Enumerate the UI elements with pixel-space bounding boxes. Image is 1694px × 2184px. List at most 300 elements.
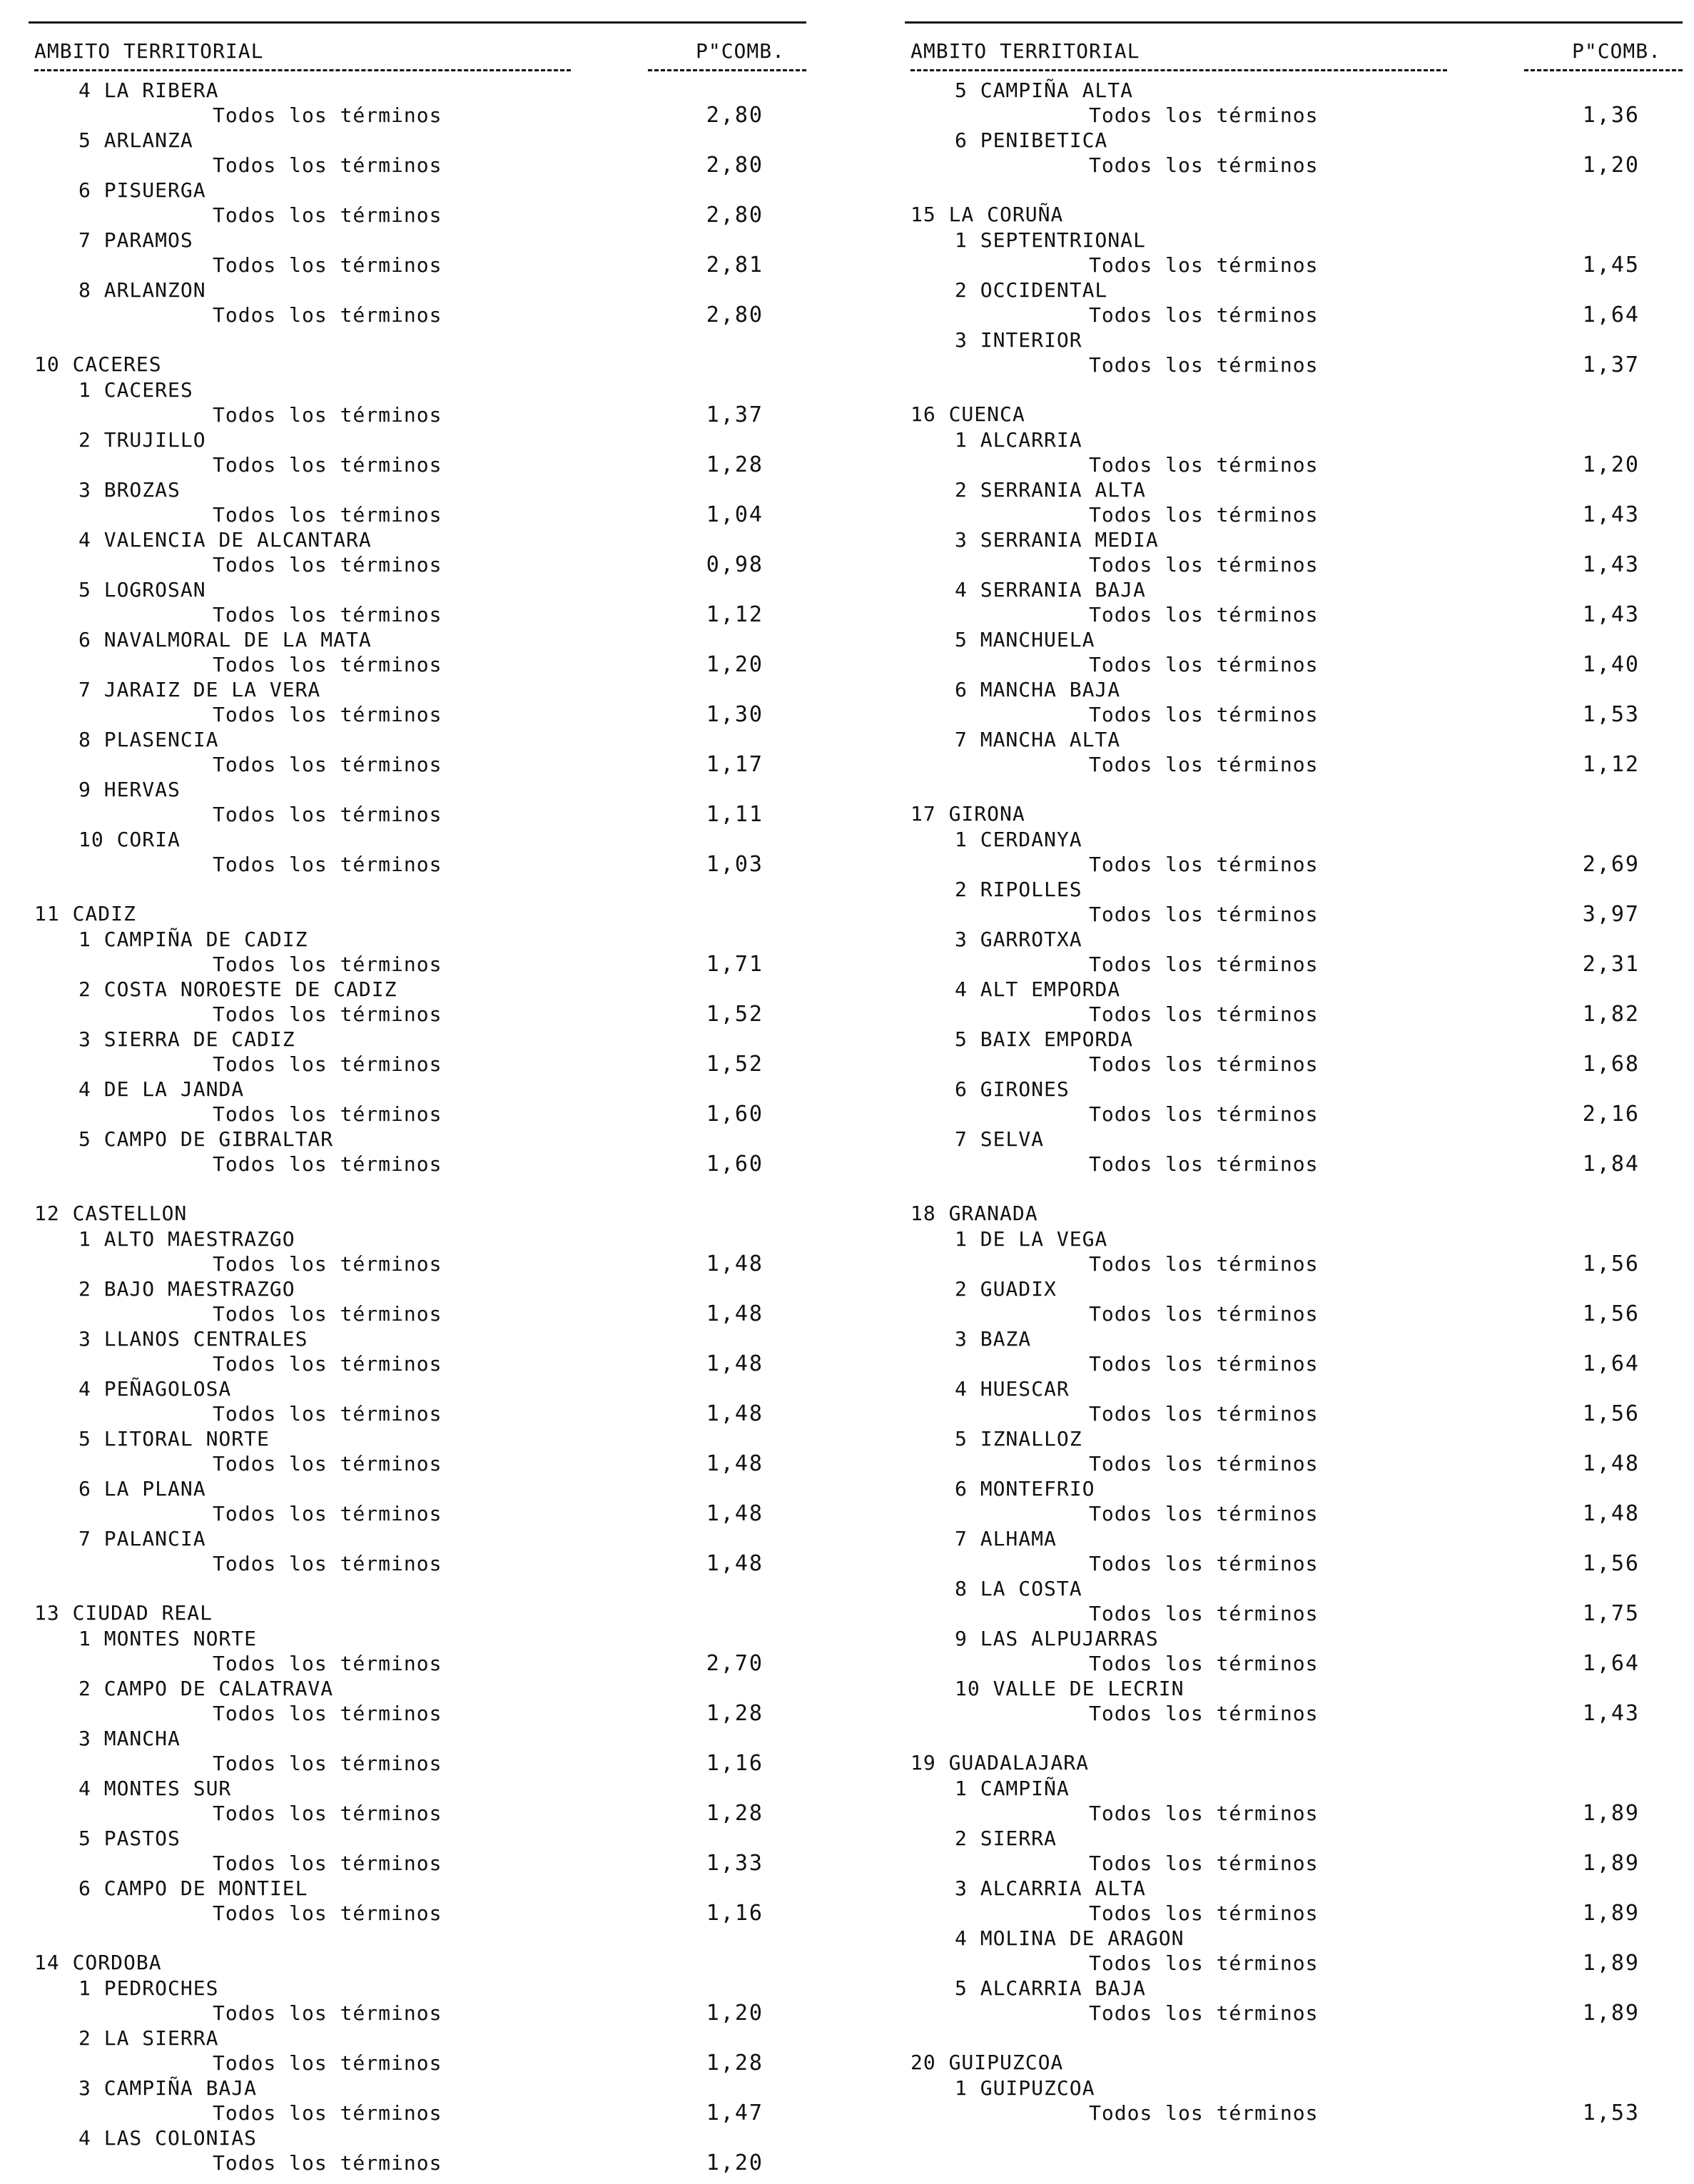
pcomb-value: 1,56 bbox=[1582, 1251, 1640, 1276]
spacer bbox=[29, 1926, 806, 1950]
pcomb-value: 1,64 bbox=[1582, 303, 1640, 327]
comarca-name: 8 LA COSTA bbox=[955, 1577, 1082, 1600]
pcomb-value: 1,03 bbox=[706, 852, 764, 877]
province-block bbox=[29, 901, 806, 1177]
term-label: Todos los términos bbox=[1089, 1502, 1319, 1525]
pcomb-value: 1,48 bbox=[706, 1301, 764, 1326]
pcomb-value: 1,89 bbox=[1582, 1951, 1640, 1976]
term-label: Todos los términos bbox=[1089, 1402, 1319, 1426]
term-label: Todos los términos bbox=[213, 853, 442, 876]
term-label: Todos los términos bbox=[1089, 1802, 1319, 1825]
term-label: Todos los términos bbox=[213, 1852, 442, 1875]
province-name: 18 GRANADA bbox=[911, 1202, 1038, 1225]
comarca-name: 4 ALT EMPORDA bbox=[955, 977, 1121, 1001]
pcomb-value: 1,20 bbox=[1582, 153, 1640, 178]
comarca-name: 2 COSTA NOROESTE DE CADIZ bbox=[78, 977, 397, 1001]
term-row bbox=[905, 452, 1683, 477]
comarca-name: 6 GIRONES bbox=[955, 1077, 1070, 1101]
term-row bbox=[29, 1801, 806, 1826]
term-row bbox=[905, 1401, 1683, 1426]
term-label: Todos los términos bbox=[213, 2051, 442, 2075]
term-row bbox=[905, 253, 1683, 278]
term-row bbox=[905, 1501, 1683, 1526]
term-row bbox=[29, 1701, 806, 1726]
term-row bbox=[905, 153, 1683, 178]
pcomb-value: 1,28 bbox=[706, 1801, 764, 1826]
pcomb-value: 1,60 bbox=[706, 1152, 764, 1177]
term-label: Todos los términos bbox=[213, 453, 442, 477]
term-row bbox=[905, 502, 1683, 527]
term-label: Todos los términos bbox=[1089, 1602, 1319, 1625]
province-block bbox=[905, 78, 1683, 178]
term-row bbox=[905, 1102, 1683, 1127]
term-row bbox=[29, 253, 806, 278]
province-block bbox=[905, 402, 1683, 777]
pcomb-value: 1,64 bbox=[1582, 1651, 1640, 1676]
term-label: Todos los términos bbox=[213, 203, 442, 227]
comarca-name: 6 MONTEFRIO bbox=[955, 1477, 1095, 1500]
pcomb-value: 2,69 bbox=[1582, 852, 1640, 877]
province-name: 13 CIUDAD REAL bbox=[34, 1601, 213, 1625]
term-row bbox=[905, 702, 1683, 727]
pcomb-value: 1,52 bbox=[706, 1052, 764, 1077]
term-label: Todos los términos bbox=[213, 1052, 442, 1076]
term-label: Todos los términos bbox=[1089, 1252, 1319, 1276]
dash-rule bbox=[911, 69, 1447, 71]
pcomb-value: 1,28 bbox=[706, 452, 764, 477]
term-row bbox=[29, 552, 806, 577]
comarca-name: 1 SEPTENTRIONAL bbox=[955, 228, 1146, 252]
term-label: Todos los términos bbox=[213, 953, 442, 976]
comarca-name: 6 NAVALMORAL DE LA MATA bbox=[78, 628, 372, 651]
term-label: Todos los términos bbox=[213, 1702, 442, 1725]
comarca-name: 2 BAJO MAESTRAZGO bbox=[78, 1277, 295, 1301]
term-row bbox=[905, 1002, 1683, 1027]
term-row bbox=[905, 1901, 1683, 1926]
comarca-name: 5 ALCARRIA BAJA bbox=[955, 1976, 1146, 2000]
term-row bbox=[905, 2101, 1683, 2125]
comarca-name: 7 JARAIZ DE LA VERA bbox=[78, 678, 321, 701]
term-label: Todos los términos bbox=[213, 153, 442, 177]
pcomb-value: 1,12 bbox=[706, 602, 764, 627]
pcomb-value: 2,16 bbox=[1582, 1102, 1640, 1127]
term-row bbox=[905, 1152, 1683, 1177]
pcomb-value: 1,48 bbox=[706, 1401, 764, 1426]
comarca-name: 5 IZNALLOZ bbox=[955, 1427, 1082, 1451]
term-row bbox=[29, 1551, 806, 1576]
term-label: Todos los términos bbox=[213, 553, 442, 577]
left-column bbox=[29, 21, 806, 2175]
term-label: Todos los términos bbox=[213, 1752, 442, 1775]
spacer bbox=[29, 1177, 806, 1201]
term-row bbox=[905, 1251, 1683, 1276]
term-row bbox=[29, 153, 806, 178]
pcomb-value: 1,68 bbox=[1582, 1052, 1640, 1077]
term-row bbox=[29, 1451, 806, 1476]
province-block bbox=[29, 1950, 806, 2175]
comarca-name: 1 DE LA VEGA bbox=[955, 1227, 1108, 1251]
spacer bbox=[905, 377, 1683, 402]
province-name: 14 CORDOBA bbox=[34, 1951, 162, 1974]
comarca-name: 6 MANCHA BAJA bbox=[955, 678, 1121, 701]
pcomb-value: 1,89 bbox=[1582, 1901, 1640, 1926]
pcomb-value: 1,17 bbox=[706, 752, 764, 777]
term-label: Todos los términos bbox=[1089, 1302, 1319, 1326]
pcomb-value: 1,20 bbox=[706, 652, 764, 677]
pcomb-value: 1,71 bbox=[706, 952, 764, 977]
term-label: Todos los términos bbox=[213, 103, 442, 127]
province-name: 19 GUADALAJARA bbox=[911, 1751, 1090, 1774]
term-label: Todos los términos bbox=[213, 1002, 442, 1026]
term-row bbox=[905, 1801, 1683, 1826]
pcomb-value: 1,43 bbox=[1582, 502, 1640, 527]
comarca-name: 1 MONTES NORTE bbox=[78, 1627, 258, 1650]
term-row bbox=[29, 2001, 806, 2026]
comarca-name: 5 CAMPO DE GIBRALTAR bbox=[78, 1127, 334, 1151]
comarca-name: 1 PEDROCHES bbox=[78, 1976, 219, 2000]
comarca-name: 1 CACERES bbox=[78, 378, 193, 402]
pcomb-value: 1,48 bbox=[706, 1551, 764, 1576]
term-label: Todos los términos bbox=[213, 403, 442, 427]
term-label: Todos los términos bbox=[213, 1252, 442, 1276]
pcomb-value: 1,56 bbox=[1582, 1551, 1640, 1576]
province-name: 16 CUENCA bbox=[911, 402, 1025, 426]
term-label: Todos los términos bbox=[1089, 753, 1319, 776]
comarca-name: 4 SERRANIA BAJA bbox=[955, 578, 1146, 601]
left-column-body bbox=[29, 78, 806, 2175]
province-block bbox=[905, 1750, 1683, 2026]
comarca-name: 3 GARROTXA bbox=[955, 928, 1082, 951]
comarca-name: 5 PASTOS bbox=[78, 1827, 181, 1850]
term-label: Todos los términos bbox=[213, 1302, 442, 1326]
pcomb-value: 1,36 bbox=[1582, 103, 1640, 128]
pcomb-value: 1,28 bbox=[706, 1701, 764, 1726]
pcomb-value: 2,80 bbox=[706, 103, 764, 128]
pcomb-value: 1,28 bbox=[706, 2051, 764, 2076]
term-row bbox=[29, 652, 806, 677]
province-block bbox=[29, 78, 806, 327]
pcomb-header: P"COMB. bbox=[1571, 39, 1661, 63]
dash-rule bbox=[34, 69, 571, 71]
term-row bbox=[29, 802, 806, 827]
comarca-name: 1 CERDANYA bbox=[955, 828, 1082, 851]
spacer bbox=[29, 877, 806, 901]
term-label: Todos los términos bbox=[213, 1452, 442, 1476]
pcomb-value: 1,52 bbox=[706, 1002, 764, 1027]
comarca-name: 7 PALANCIA bbox=[78, 1527, 206, 1550]
term-label: Todos los términos bbox=[1089, 1352, 1319, 1376]
term-label: Todos los términos bbox=[1089, 2001, 1319, 2025]
comarca-name: 2 SIERRA bbox=[955, 1827, 1057, 1850]
comarca-name: 2 CAMPO DE CALATRAVA bbox=[78, 1677, 334, 1700]
term-row bbox=[905, 902, 1683, 927]
comarca-name: 7 SELVA bbox=[955, 1127, 1045, 1151]
term-row bbox=[905, 1351, 1683, 1376]
term-label: Todos los términos bbox=[1089, 903, 1319, 926]
province-block bbox=[29, 352, 806, 877]
pcomb-value: 1,48 bbox=[706, 1451, 764, 1476]
comarca-name: 9 HERVAS bbox=[78, 778, 181, 801]
pcomb-value: 1,89 bbox=[1582, 2001, 1640, 2026]
term-row bbox=[29, 1401, 806, 1426]
comarca-name: 8 PLASENCIA bbox=[78, 728, 219, 751]
pcomb-value: 2,31 bbox=[1582, 952, 1640, 977]
pcomb-value: 1,37 bbox=[706, 402, 764, 427]
term-label: Todos los términos bbox=[213, 1352, 442, 1376]
term-label: Todos los términos bbox=[213, 2001, 442, 2025]
comarca-name: 7 ALHAMA bbox=[955, 1527, 1057, 1550]
term-row bbox=[29, 2150, 806, 2175]
comarca-name: 6 LA PLANA bbox=[78, 1477, 206, 1500]
pcomb-value: 2,80 bbox=[706, 203, 764, 228]
term-row bbox=[29, 452, 806, 477]
pcomb-value: 1,64 bbox=[1582, 1351, 1640, 1376]
term-label: Todos los términos bbox=[1089, 703, 1319, 726]
pcomb-value: 1,89 bbox=[1582, 1801, 1640, 1826]
spacer bbox=[29, 1576, 806, 1600]
comarca-name: 4 LA RIBERA bbox=[78, 78, 219, 102]
province-block bbox=[29, 1201, 806, 1576]
term-row bbox=[905, 1851, 1683, 1876]
term-label: Todos los términos bbox=[1089, 1452, 1319, 1476]
term-label: Todos los términos bbox=[1089, 1102, 1319, 1126]
term-label: Todos los términos bbox=[1089, 853, 1319, 876]
term-label: Todos los términos bbox=[213, 1552, 442, 1575]
term-row bbox=[29, 1901, 806, 1926]
term-row bbox=[905, 1052, 1683, 1077]
comarca-name: 4 DE LA JANDA bbox=[78, 1077, 245, 1101]
pcomb-value: 1,16 bbox=[706, 1751, 764, 1776]
term-label: Todos los términos bbox=[1089, 1152, 1319, 1176]
term-label: Todos los términos bbox=[1089, 153, 1319, 177]
term-row bbox=[29, 103, 806, 128]
term-row bbox=[29, 1351, 806, 1376]
term-label: Todos los términos bbox=[1089, 303, 1319, 327]
term-row bbox=[905, 1951, 1683, 1976]
term-row bbox=[29, 852, 806, 877]
comarca-name: 1 GUIPUZCOA bbox=[955, 2076, 1095, 2100]
term-row bbox=[29, 502, 806, 527]
term-row bbox=[29, 1851, 806, 1876]
comarca-name: 3 CAMPIÑA BAJA bbox=[78, 2076, 258, 2100]
province-name: 15 LA CORUÑA bbox=[911, 203, 1064, 226]
pcomb-value: 1,48 bbox=[706, 1251, 764, 1276]
term-label: Todos los términos bbox=[213, 1502, 442, 1525]
term-row bbox=[29, 702, 806, 727]
comarca-name: 10 VALLE DE LECRIN bbox=[955, 1677, 1185, 1700]
term-label: Todos los términos bbox=[1089, 1901, 1319, 1925]
term-row bbox=[29, 1052, 806, 1077]
comarca-name: 4 MOLINA DE ARAGON bbox=[955, 1926, 1185, 1950]
comarca-name: 7 MANCHA ALTA bbox=[955, 728, 1121, 751]
term-label: Todos los términos bbox=[213, 503, 442, 527]
term-row bbox=[29, 952, 806, 977]
pcomb-value: 1,33 bbox=[706, 1851, 764, 1876]
term-label: Todos los términos bbox=[1089, 603, 1319, 626]
comarca-name: 6 PENIBETICA bbox=[955, 128, 1108, 152]
comarca-name: 4 PEÑAGOLOSA bbox=[78, 1377, 232, 1401]
comarca-name: 5 CAMPIÑA ALTA bbox=[955, 78, 1134, 102]
header-dashes bbox=[905, 66, 1683, 78]
top-rule bbox=[905, 21, 1683, 24]
term-label: Todos los términos bbox=[1089, 953, 1319, 976]
header-dashes bbox=[29, 66, 806, 78]
comarca-name: 1 ALCARRIA bbox=[955, 428, 1082, 452]
pcomb-value: 1,47 bbox=[706, 2101, 764, 2125]
term-label: Todos los términos bbox=[1089, 1852, 1319, 1875]
term-label: Todos los términos bbox=[213, 1402, 442, 1426]
pcomb-value: 2,70 bbox=[706, 1651, 764, 1676]
province-block bbox=[905, 801, 1683, 1177]
pcomb-value: 1,43 bbox=[1582, 1701, 1640, 1726]
pcomb-value: 1,04 bbox=[706, 502, 764, 527]
term-label: Todos los términos bbox=[213, 603, 442, 626]
pcomb-value: 1,48 bbox=[706, 1501, 764, 1526]
spacer bbox=[905, 777, 1683, 801]
term-row bbox=[29, 1651, 806, 1676]
term-label: Todos los términos bbox=[1089, 653, 1319, 676]
comarca-name: 3 BAZA bbox=[955, 1327, 1032, 1351]
province-name: 11 CADIZ bbox=[34, 902, 136, 925]
term-label: Todos los términos bbox=[213, 253, 442, 277]
term-label: Todos los términos bbox=[213, 1152, 442, 1176]
spacer bbox=[905, 2026, 1683, 2050]
term-row bbox=[905, 1451, 1683, 1476]
term-label: Todos los términos bbox=[213, 703, 442, 726]
comarca-name: 3 SIERRA DE CADIZ bbox=[78, 1027, 295, 1051]
province-block bbox=[29, 1600, 806, 1926]
term-row bbox=[29, 2101, 806, 2125]
term-label: Todos los términos bbox=[1089, 1951, 1319, 1975]
pcomb-value: 2,80 bbox=[706, 303, 764, 327]
comarca-name: 1 ALTO MAESTRAZGO bbox=[78, 1227, 295, 1251]
pcomb-value: 1,16 bbox=[706, 1901, 764, 1926]
comarca-name: 5 MANCHUELA bbox=[955, 628, 1095, 651]
term-label: Todos los términos bbox=[1089, 1552, 1319, 1575]
pcomb-value: 1,20 bbox=[706, 2150, 764, 2175]
comarca-name: 1 CAMPIÑA DE CADIZ bbox=[78, 928, 308, 951]
term-row bbox=[29, 1002, 806, 1027]
term-row bbox=[29, 1301, 806, 1326]
province-block bbox=[905, 2050, 1683, 2125]
term-label: Todos los términos bbox=[1089, 1052, 1319, 1076]
comarca-name: 3 SERRANIA MEDIA bbox=[955, 528, 1159, 552]
term-row bbox=[905, 303, 1683, 327]
term-label: Todos los términos bbox=[213, 803, 442, 826]
pcomb-value: 1,48 bbox=[1582, 1451, 1640, 1476]
right-column-body bbox=[905, 78, 1683, 2125]
pcomb-value: 1,56 bbox=[1582, 1401, 1640, 1426]
comarca-name: 3 INTERIOR bbox=[955, 328, 1082, 352]
term-row bbox=[905, 752, 1683, 777]
dash-rule bbox=[1524, 69, 1683, 71]
comarca-name: 4 HUESCAR bbox=[955, 1377, 1070, 1401]
province-name: 17 GIRONA bbox=[911, 802, 1025, 826]
pcomb-value: 1,43 bbox=[1582, 602, 1640, 627]
term-label: Todos los términos bbox=[1089, 1702, 1319, 1725]
term-row bbox=[905, 652, 1683, 677]
term-row bbox=[905, 1301, 1683, 1326]
pcomb-value: 1,30 bbox=[706, 702, 764, 727]
pcomb-value: 1,37 bbox=[1582, 352, 1640, 377]
comarca-name: 2 GUADIX bbox=[955, 1277, 1057, 1301]
term-label: Todos los términos bbox=[1089, 553, 1319, 577]
comarca-name: 4 LAS COLONIAS bbox=[78, 2126, 258, 2150]
term-row bbox=[29, 1102, 806, 1127]
pcomb-value: 1,89 bbox=[1582, 1851, 1640, 1876]
term-label: Todos los términos bbox=[1089, 253, 1319, 277]
term-label: Todos los términos bbox=[213, 1102, 442, 1126]
pcomb-value: 0,98 bbox=[706, 552, 764, 577]
term-row bbox=[905, 602, 1683, 627]
pcomb-value: 1,60 bbox=[706, 1102, 764, 1127]
term-row bbox=[905, 1601, 1683, 1626]
comarca-name: 3 LLANOS CENTRALES bbox=[78, 1327, 308, 1351]
province-block bbox=[905, 202, 1683, 377]
term-label: Todos los términos bbox=[213, 303, 442, 327]
column-header bbox=[29, 36, 806, 66]
spacer bbox=[905, 1177, 1683, 1201]
term-row bbox=[29, 1501, 806, 1526]
comarca-name: 3 MANCHA bbox=[78, 1727, 181, 1750]
term-row bbox=[29, 602, 806, 627]
right-column bbox=[905, 21, 1683, 2125]
comarca-name: 5 LOGROSAN bbox=[78, 578, 206, 601]
comarca-name: 3 BROZAS bbox=[78, 478, 181, 502]
spacer bbox=[905, 178, 1683, 202]
pcomb-value: 1,40 bbox=[1582, 652, 1640, 677]
pcomb-value: 1,45 bbox=[1582, 253, 1640, 278]
term-label: Todos los términos bbox=[213, 2151, 442, 2175]
comarca-name: 5 BAIX EMPORDA bbox=[955, 1027, 1134, 1051]
comarca-name: 4 MONTES SUR bbox=[78, 1777, 232, 1800]
term-row bbox=[29, 1251, 806, 1276]
pcomb-value: 1,43 bbox=[1582, 552, 1640, 577]
ambito-header: AMBITO TERRITORIAL bbox=[911, 39, 1140, 63]
spacer bbox=[29, 327, 806, 352]
pcomb-value: 2,80 bbox=[706, 153, 764, 178]
dash-rule bbox=[648, 69, 806, 71]
pcomb-value: 1,12 bbox=[1582, 752, 1640, 777]
term-row bbox=[29, 203, 806, 228]
pcomb-value: 1,56 bbox=[1582, 1301, 1640, 1326]
term-row bbox=[29, 402, 806, 427]
comarca-name: 5 LITORAL NORTE bbox=[78, 1427, 270, 1451]
comarca-name: 10 CORIA bbox=[78, 828, 181, 851]
pcomb-value: 1,75 bbox=[1582, 1601, 1640, 1626]
comarca-name: 2 SERRANIA ALTA bbox=[955, 478, 1146, 502]
term-label: Todos los términos bbox=[1089, 353, 1319, 377]
term-row bbox=[905, 103, 1683, 128]
comarca-name: 1 CAMPIÑA bbox=[955, 1777, 1070, 1800]
term-row bbox=[29, 303, 806, 327]
term-row bbox=[905, 2001, 1683, 2026]
term-row bbox=[905, 1651, 1683, 1676]
term-label: Todos los términos bbox=[1089, 103, 1319, 127]
pcomb-value: 2,81 bbox=[706, 253, 764, 278]
term-label: Todos los términos bbox=[213, 1901, 442, 1925]
pcomb-value: 1,20 bbox=[1582, 452, 1640, 477]
term-row bbox=[29, 2051, 806, 2076]
comarca-name: 4 VALENCIA DE ALCANTARA bbox=[78, 528, 372, 552]
spacer bbox=[905, 1726, 1683, 1750]
top-rule bbox=[29, 21, 806, 24]
comarca-name: 6 CAMPO DE MONTIEL bbox=[78, 1876, 308, 1900]
term-row bbox=[905, 852, 1683, 877]
province-name: 10 CACERES bbox=[34, 352, 162, 376]
comarca-name: 2 LA SIERRA bbox=[78, 2026, 219, 2050]
term-row bbox=[29, 752, 806, 777]
